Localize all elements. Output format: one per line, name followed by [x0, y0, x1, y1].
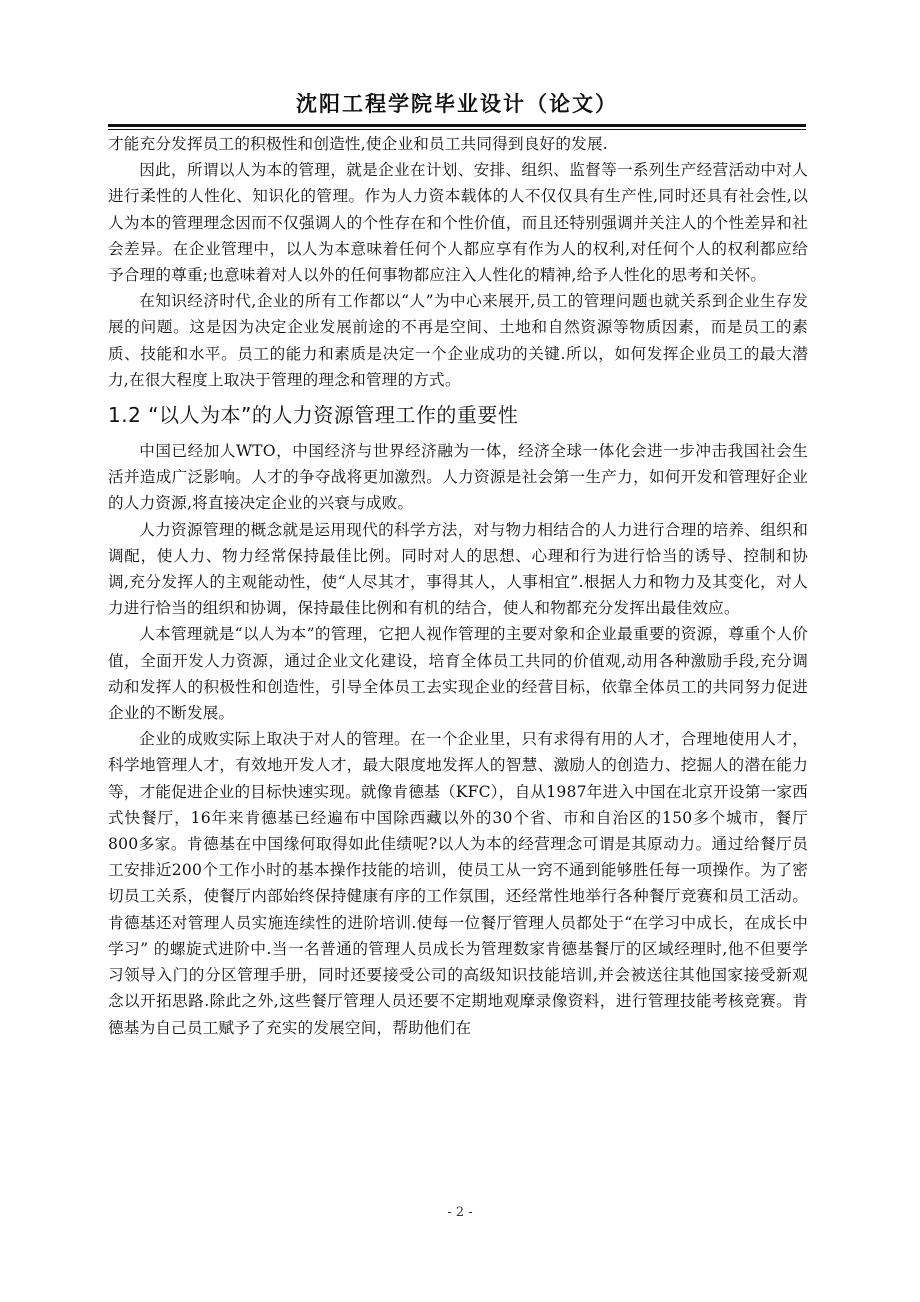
page-header-title: 沈阳工程学院毕业设计（论文） — [296, 92, 618, 116]
header-rule-thin — [108, 129, 806, 130]
paragraph: 中国已经加人WTO，中国经济与世界经济融为一体，经济全球一体化会进一步冲击我国社会生活并造成广泛影响。人才的争夺战将更加激烈。人力资源是社会第一生产力，如何开发和管理好企业的人力资源,将直接决定企业的兴衰与成败。 — [108, 442, 808, 513]
document-body — [108, 131, 808, 1041]
paragraph: 在知识经济时代,企业的所有工作都以“人”为中心来展开,员工的管理问题也就关系到企业生存发展的问题。这是因为决定企业发展前途的不再是空间、土地和自然资源等物质因素，而是员工的素质、技能和水平。员工的能力和素质是决定一个企业成功的关键.所以，如何发挥企业员工的最大潜力,在很大程度上取决于管理的理念和管理的方式。 — [108, 292, 808, 389]
page-number: - 2 - — [447, 1205, 473, 1220]
section-heading: 1.2 “以人为本”的人力资源管理工作的重要性 — [108, 403, 519, 428]
paragraph: 人力资源管理的概念就是运用现代的科学方法，对与物力相结合的人力进行合理的培养、组织和调配，使人力、物力经常保持最佳比例。同时对人的思想、心理和行为进行恰当的诱导、控制和协调,充分发挥人的主观能动性，使“人尽其才，事得其人，人事相宜”.根据人力和物力及其变化，对人力进行恰当的组织和协调，保持最佳比例和有机的结合，使人和物都充分发挥出最佳效应。 — [108, 520, 808, 618]
header-rule-thick — [108, 124, 806, 127]
paragraph: 因此，所谓以人为本的管理，就是企业在计划、安排、组织、监督等一系列生产经营活动中对人进行柔性的人性化、知识化的管理。作为人力资本载体的人不仅仅具有生产性,同时还具有社会性,以人为本的管理理念因而不仅强调人的个性存在和个性价值，而且还特别强调并关注人的个性差异和社会差异。在企业管理中，以人为本意味着任何个人都应享有作为人的权利,对任何个人的权利都应给予合理的尊重;也意味着对人以外的任何事物都应注入人性化的精神,给予人性化的思考和关怀。 — [108, 161, 808, 285]
paragraph-continuation: 才能充分发挥员工的积极性和创造性,使企业和员工共同得到良好的发展. — [108, 135, 608, 153]
paragraph: 人本管理就是“以人为本”的管理，它把人视作管理的主要对象和企业最重要的资源，尊重个人价值，全面开发人力资源，通过企业文化建设，培育全体员工共同的价值观,动用各种激励手段,充分调动和发挥人的积极性和创造性，引导全体员工去实现企业的经营目标，依靠全体员工的共同努力促进企业的不断发展。 — [108, 625, 808, 723]
paragraph: 企业的成败实际上取决于对人的管理。在一个企业里，只有求得有用的人才，合理地使用人才，科学地管理人才，有效地开发人才，最大限度地发挥人的智慧、激励人的创造力、挖掘人的潜在能力等，才能促进企业的目标快速实现。就像肯德基（KFC），自从1987年进入中国在北京开设第一家西式快餐厅，16年来肯德基已经遍布中国除西藏以外的30个省、市和自治区的150多个城市，餐厅800多家。肯德基在中国缘何取得如此佳绩呢?以人为本的经营理念可谓是其原动力。通过给餐厅员工安排近200个工作小时的基本操作技能的培训，使员工从一窍不通到能够胜任每一项操作。为了密切员工关系，使餐厅内部始终保持健康有序的工作氛围，还经常性地举行各种餐厅竞赛和员工活动。肯德基还对管理人员实施连续性的进阶培训.使每一位餐厅管理人员都处于“在学习中成长，在成长中学习” 的螺旋式进阶中.当一名普通的管理人员成长为管理数家肯德基餐厅的区域经理时,他不但要学习领导入门的分区管理手册，同时还要接受公司的高级知识技能培训,并会被送往其他国家接受新观念以开拓思路.除此之外,这些餐厅管理人员还要不定期地观摩录像资料，进行管理技能考核竞赛。肯德基为自己员工赋予了充实的发展空间，帮助他们在 — [108, 730, 808, 1037]
